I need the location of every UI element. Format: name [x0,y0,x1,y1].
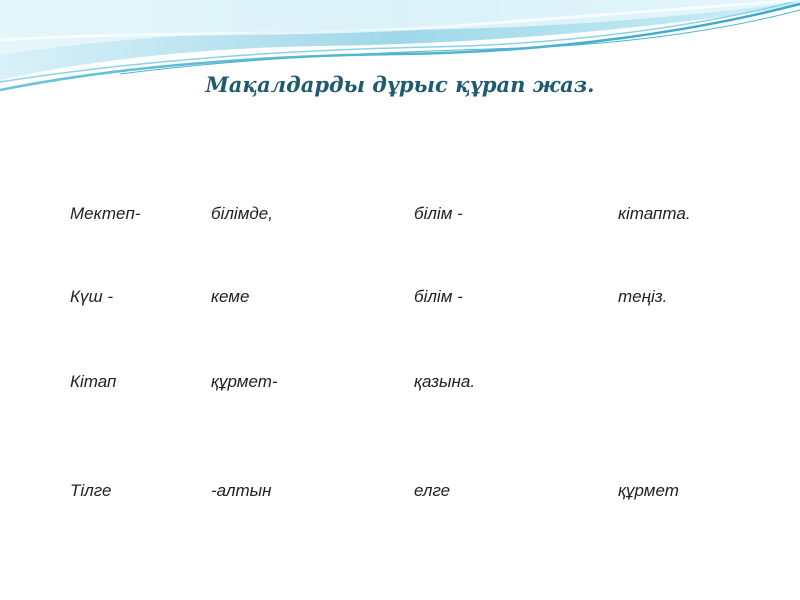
word-r3-c2: құрмет- [211,372,278,391]
word-r2-c4: теңіз. [618,287,668,306]
word-r4-c1: Тілге [70,481,112,500]
word-r4-c3: елге [414,481,451,500]
word-r2-c3: білім - [414,287,463,306]
word-r1-c4: кітапта. [618,204,691,223]
word-r3-c3: қазына. [414,372,476,391]
word-r4-c2: -алтын [211,481,272,500]
word-r3-c1: Кітап [70,372,117,391]
word-r1-c1: Мектеп- [70,204,141,223]
word-r4-c4: құрмет [618,481,679,500]
word-r2-c2: кеме [211,287,250,306]
word-r1-c3: білім - [414,204,463,223]
slide-title: Мақалдарды дұрыс құрап жаз. [205,72,595,97]
word-r2-c1: Күш - [70,287,114,306]
word-r1-c2: білімде, [211,204,273,223]
